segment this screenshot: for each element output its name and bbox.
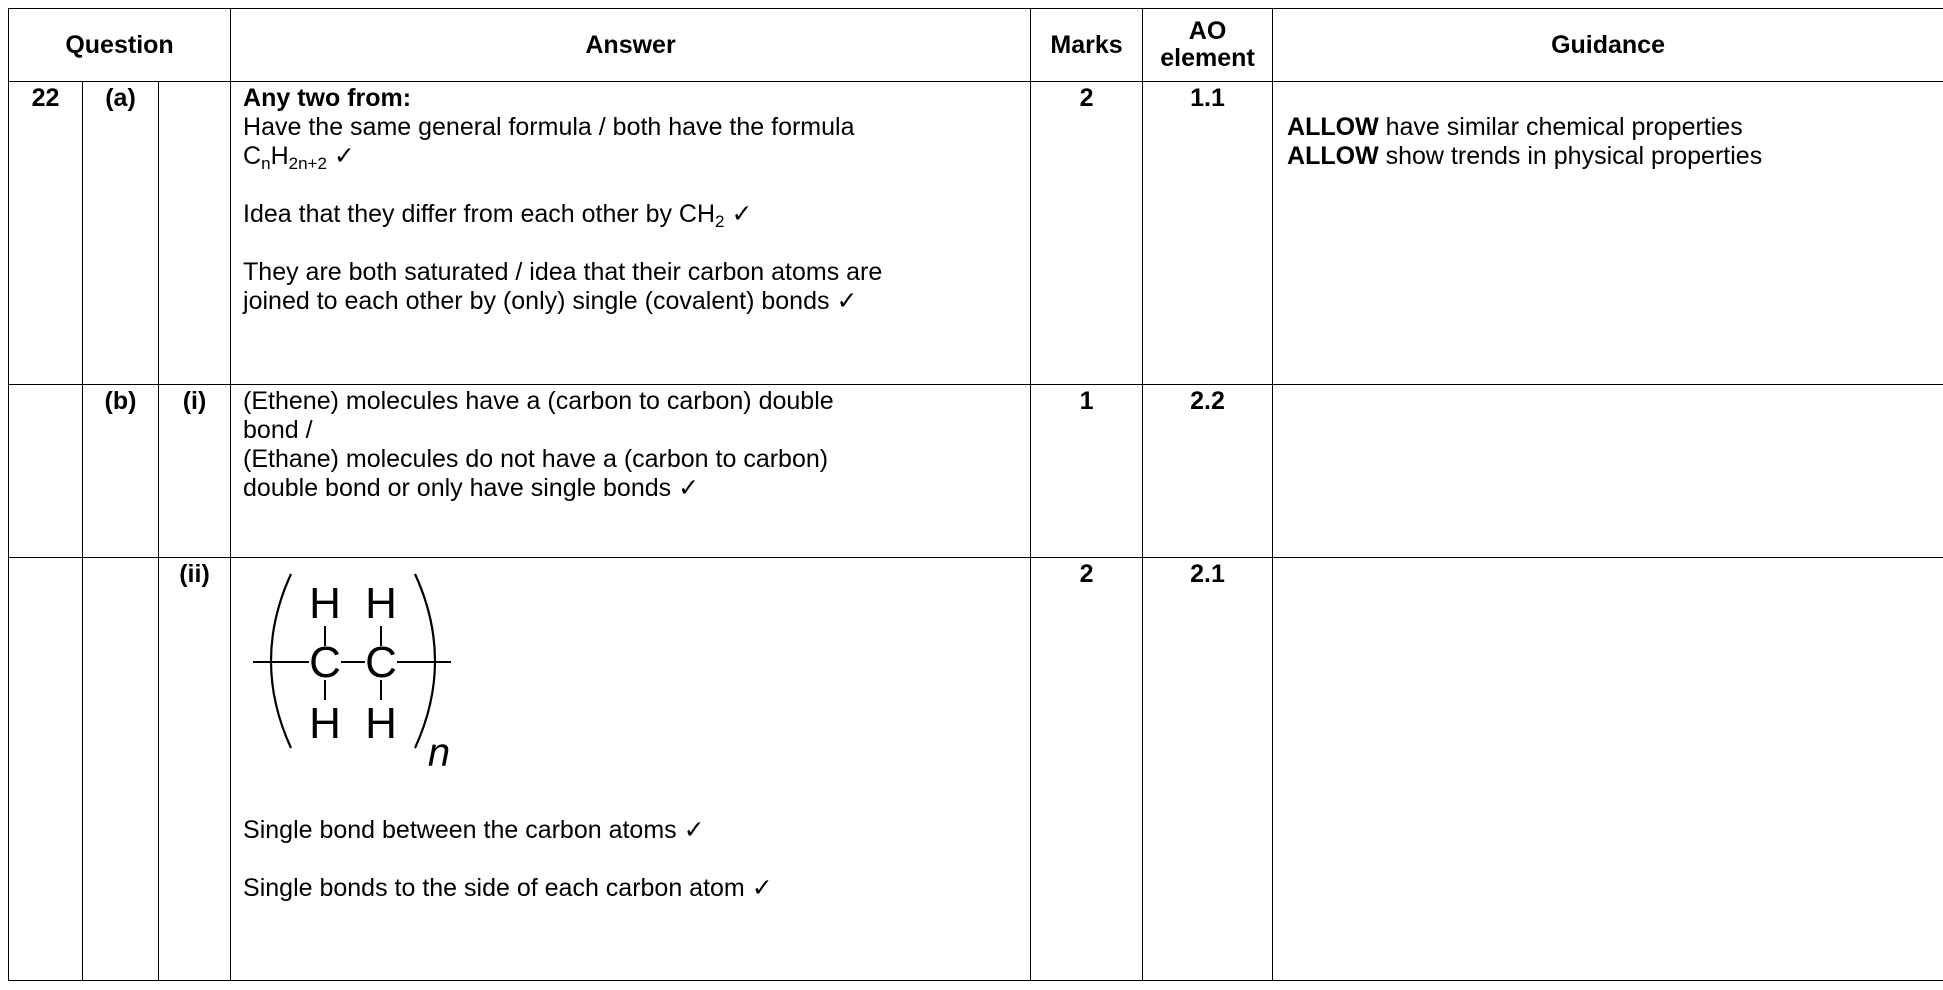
formula-sub-n: n: [261, 154, 271, 173]
ao-value: 1.1: [1143, 82, 1273, 385]
answer-cell: [231, 558, 1031, 981]
answer-text: Single bond between the carbon atoms: [243, 816, 677, 844]
formula-sub-2: 2: [715, 212, 725, 231]
atom-c-right: C: [365, 638, 397, 687]
poly-ethene-structure-diagram: [243, 566, 493, 776]
header-ao-element: [1143, 9, 1273, 82]
tick-icon: ✓: [333, 142, 355, 170]
answer-text: double bond or only have single bonds: [243, 474, 672, 502]
atom-h-top-right: H: [365, 579, 397, 628]
answer-text: Single bonds to the side of each carbon atom: [243, 874, 745, 902]
guidance-cell: [1273, 558, 1943, 981]
table-row: [9, 558, 1943, 981]
atom-c-left: C: [309, 638, 341, 687]
formula-c: C: [243, 142, 262, 170]
answer-heading: Any two from:: [243, 84, 412, 112]
table-row: [9, 82, 1943, 385]
guidance-cell: [1273, 385, 1943, 558]
question-number: [9, 558, 83, 981]
question-number: [9, 385, 83, 558]
answer-text: Have the same general formula / both have the formula: [243, 113, 855, 141]
marks-value: 2: [1031, 558, 1143, 981]
allow-keyword: ALLOW: [1287, 142, 1379, 170]
header-guidance: Guidance: [1273, 9, 1943, 82]
question-part: (b): [83, 385, 159, 558]
tick-icon: ✓: [751, 874, 773, 902]
question-number: 22: [9, 82, 83, 385]
ao-value: 2.1: [1143, 558, 1273, 981]
question-subpart: (i): [159, 385, 231, 558]
header-ao-line1: AO: [1188, 17, 1227, 45]
answer-point-ch2: [243, 200, 1020, 229]
guidance-cell: [1273, 82, 1943, 385]
tick-icon: ✓: [731, 200, 753, 228]
marks-value: 1: [1031, 385, 1143, 558]
table-row: [9, 385, 1943, 558]
atom-h-bottom-left: H: [309, 699, 341, 748]
mark-scheme-table: [8, 8, 1943, 981]
guidance-line: [1287, 142, 1933, 171]
answer-text: They are both saturated / idea that their carbon atoms are: [243, 258, 883, 286]
mark-scheme-page: [8, 8, 1943, 981]
question-subpart: [159, 82, 231, 385]
marks-value: 2: [1031, 82, 1143, 385]
answer-point-saturated: [243, 258, 1020, 316]
header-row: [9, 9, 1943, 82]
tick-icon: ✓: [836, 287, 858, 315]
header-ao-line2: element: [1160, 44, 1255, 72]
formula-h: H: [270, 142, 289, 170]
answer-text: Idea that they differ from each other by CH: [243, 200, 716, 228]
question-part: (a): [83, 82, 159, 385]
answer-text: joined to each other by (only) single (covalent) bonds: [243, 287, 830, 315]
guidance-text: have similar chemical properties: [1378, 113, 1743, 141]
ao-value: 2.2: [1143, 385, 1273, 558]
answer-text: (Ethene) molecules have a (carbon to carbon) double: [243, 387, 834, 415]
answer-text: bond /: [243, 416, 313, 444]
tick-icon: ✓: [678, 474, 700, 502]
answer-text: (Ethane) molecules do not have a (carbon to carbon): [243, 445, 829, 473]
header-question: Question: [9, 9, 231, 82]
answer-point-formula: [243, 113, 1020, 171]
atom-h-top-left: H: [309, 579, 341, 628]
repeat-unit-n: n: [427, 731, 451, 775]
header-answer: Answer: [231, 9, 1031, 82]
allow-keyword: ALLOW: [1287, 113, 1379, 141]
question-part: [83, 558, 159, 981]
guidance-text: show trends in physical properties: [1378, 142, 1763, 170]
atom-h-bottom-right: H: [365, 699, 397, 748]
guidance-line: [1287, 113, 1933, 142]
answer-cell: [231, 385, 1031, 558]
formula-sub-2n2: 2n+2: [288, 154, 327, 173]
question-subpart: (ii): [159, 558, 231, 981]
tick-icon: ✓: [683, 816, 705, 844]
header-marks: Marks: [1031, 9, 1143, 82]
answer-cell: [231, 82, 1031, 385]
